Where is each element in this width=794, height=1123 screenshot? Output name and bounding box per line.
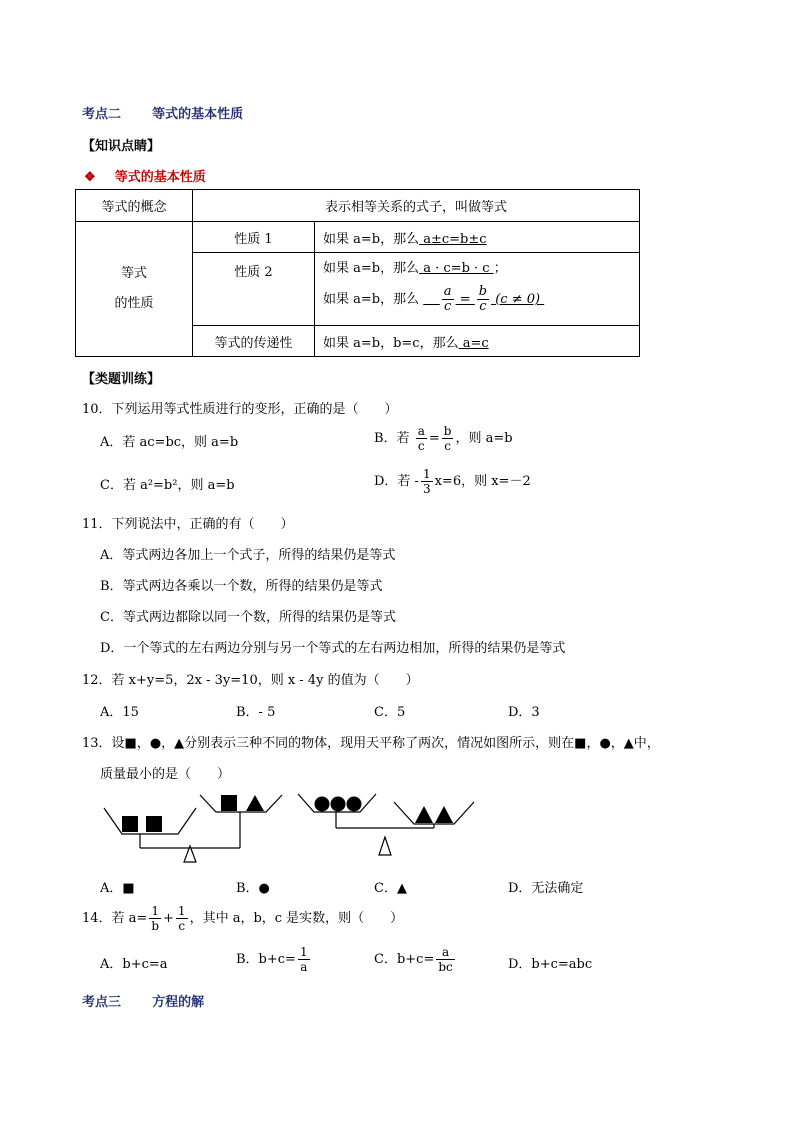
q10-option-b: B．若 $\frac{a}{c}$ = $\frac{b}{c}$ ，则 a=b xyxy=(374,424,513,453)
triangle-icon xyxy=(246,795,264,811)
q13-option-b: B．● xyxy=(236,881,270,896)
square-icon xyxy=(221,795,237,811)
circle-icon xyxy=(315,797,330,812)
q10-option-d: D．若 - $\frac{1}{3}$ x=6，则 x=－2 xyxy=(374,467,531,496)
q13-stem-line2: 质量最小的是（ ） xyxy=(100,767,231,782)
q13-option-d: D．无法确定 xyxy=(508,881,584,896)
property1-value: 如果 a=b，那么 a±c=b±c xyxy=(315,222,640,253)
square-icon xyxy=(122,816,138,832)
topic-title: 等式的基本性质 xyxy=(114,170,206,185)
concept-value: 表示相等关系的式子，叫做等式 xyxy=(193,190,640,222)
circle-icon xyxy=(331,797,346,812)
property2-label: 性质 2 xyxy=(193,253,315,326)
q14-option-c: C．b+c= $\frac{a}{bc}$ xyxy=(374,945,453,974)
section-label: 考点二 xyxy=(82,107,122,122)
balance-scales-figure xyxy=(100,788,480,864)
q12-option-b: B．- 5 xyxy=(236,705,276,720)
q12-option-c: C．5 xyxy=(374,705,406,720)
q12-stem: 12．若 x+y=5，2x - 3y=10，则 x - 4y 的值为（ ） xyxy=(82,673,419,688)
q11-option-b: B．等式两边各乘以一个数，所得的结果仍是等式 xyxy=(100,579,383,594)
property2a-answer: a · c=b · c xyxy=(419,261,494,276)
section-heading xyxy=(82,103,243,122)
circle-icon xyxy=(347,797,362,812)
q14-option-d: D．b+c=abc xyxy=(508,957,593,972)
transitive-label: 等式的传递性 xyxy=(193,326,315,357)
property2-value: 如果 a=b，那么 a · c=b · c ； 如果 a=b，那么 $\frac{a}{c}$ = $\frac{b}{c}$ (c ≠ 0) xyxy=(315,253,640,326)
q13-stem-line1: 13．设■，●，▲分别表示三种不同的物体，现用天平称了两次，情况如图所示，则在■，●，▲中， xyxy=(82,736,660,751)
section3-label: 考点三 xyxy=(82,995,122,1010)
q13-option-c: C．▲ xyxy=(374,881,407,896)
q11-option-a: A．等式两边各加上一个式子，所得的结果仍是等式 xyxy=(100,548,396,563)
concept-label: 等式的概念 xyxy=(76,190,193,222)
q11-option-d: D．一个等式的左右两边分别与另一个等式的左右两边相加，所得的结果仍是等式 xyxy=(100,641,566,656)
section3-heading xyxy=(82,991,204,1010)
q10-option-c: C．若 a²=b²，则 a=b xyxy=(100,478,235,493)
diamond-icon: ❖ xyxy=(84,170,96,185)
transitive-answer: a=c xyxy=(458,335,489,351)
q10-stem: 10．下列运用等式性质进行的变形，正确的是（ ） xyxy=(82,402,398,417)
q13-option-a: A．■ xyxy=(100,881,135,896)
section3-title: 方程的解 xyxy=(152,995,205,1010)
property1-answer: a±c=b±c xyxy=(419,231,487,247)
knowledge-table xyxy=(75,189,640,357)
properties-label: 等式 的性质 xyxy=(76,222,193,357)
q14-stem: 14．若 a= $\frac{1}{b}$ + $\frac{1}{c}$ ，其中 a，b，c 是实数，则（ ） xyxy=(82,904,404,933)
triangle-icon xyxy=(435,806,453,823)
transitive-value: 如果 a=b，b=c，那么 a=c xyxy=(315,326,640,357)
knowledge-tag: 【知识点睛】 xyxy=(82,139,161,154)
section-title: 等式的基本性质 xyxy=(152,107,244,122)
triangle-icon xyxy=(415,806,433,823)
q14-option-b: B．b+c= $\frac{1}{a}$ xyxy=(236,945,308,974)
property2b-answer: $\frac{a}{c}$ = $\frac{b}{c}$ (c ≠ 0) xyxy=(443,284,541,314)
q12-option-a: A．15 xyxy=(100,705,139,720)
property1-label: 性质 1 xyxy=(193,222,315,253)
q11-stem: 11．下列说法中，正确的有（ ） xyxy=(82,517,294,532)
square-icon xyxy=(146,816,162,832)
q14-option-a: A．b+c=a xyxy=(100,957,168,972)
q11-option-c: C．等式两边都除以同一个数，所得的结果仍是等式 xyxy=(100,610,396,625)
q10-option-a: A．若 ac=bc，则 a=b xyxy=(100,435,239,450)
practice-tag: 【类题训练】 xyxy=(82,372,161,387)
topic-heading xyxy=(84,166,206,185)
q12-option-d: D．3 xyxy=(508,705,540,720)
